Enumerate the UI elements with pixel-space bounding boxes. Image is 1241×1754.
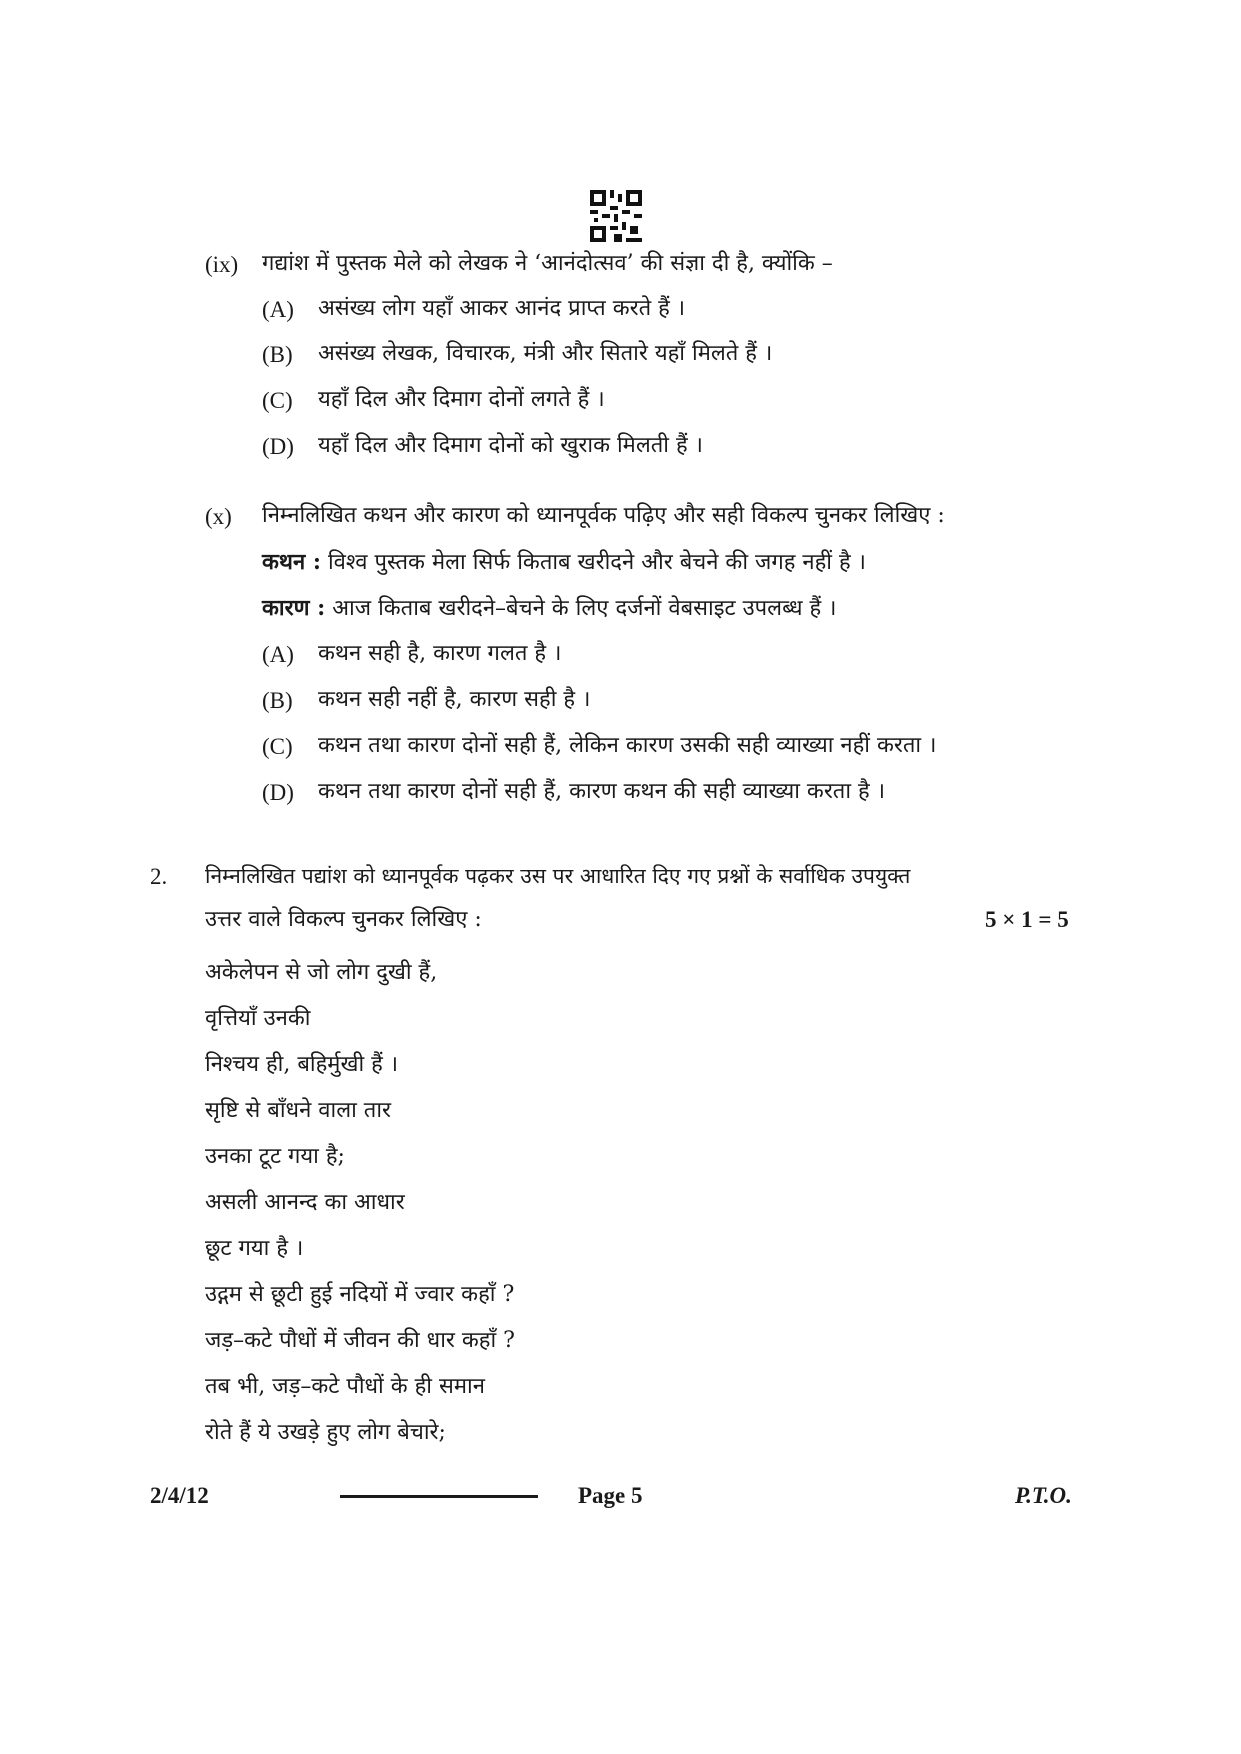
- question-stem-line-1: निम्नलिखित पद्यांश को ध्यानपूर्वक पढ़कर उस पर आधारित दिए गए प्रश्नों के सर्वाधिक उपयुक्त: [205, 864, 911, 888]
- poem-line: असली आनन्द का आधार: [205, 1190, 405, 1215]
- option-label: (A): [262, 297, 294, 322]
- option-label: (B): [262, 342, 293, 367]
- marks-label: 5 × 1 = 5: [985, 907, 1069, 932]
- option-label: (D): [262, 434, 294, 459]
- poem-line: तब भी, जड़–कटे पौधों के ही समान: [205, 1374, 485, 1399]
- poem-line: वृत्तियाँ उनकी: [205, 1006, 311, 1031]
- qr-code-icon: [590, 190, 642, 242]
- question-number: (x): [205, 504, 232, 529]
- poem-line: उनका टूट गया है;: [205, 1144, 345, 1169]
- option-text: असंख्य लेखक, विचारक, मंत्री और सितारे यहाँ मिलते हैं ।: [318, 341, 773, 366]
- reason-text: आज किताब खरीदने–बेचने के लिए दर्जनों वेबसाइट उपलब्ध हैं ।: [332, 596, 837, 621]
- assertion-line: [262, 547, 866, 578]
- question-stem: गद्यांश में पुस्तक मेले को लेखक ने ‘आनंदोत्सव’ की संज्ञा दी है, क्योंकि –: [262, 251, 833, 276]
- option-text: कथन सही नहीं है, कारण सही है ।: [318, 687, 591, 712]
- option-text: कथन तथा कारण दोनों सही हैं, लेकिन कारण उसकी सही व्याख्या नहीं करता ।: [318, 733, 937, 758]
- poem-line: उद्गम से छूटी हुई नदियों में ज्वार कहाँ ?: [205, 1282, 515, 1307]
- paper-code: 2/4/12: [150, 1483, 209, 1508]
- option-text: असंख्य लोग यहाँ आकर आनंद प्राप्त करते हैं ।: [318, 296, 686, 321]
- footer-rule: [340, 1495, 538, 1498]
- reason-line: [262, 593, 837, 624]
- option-text: यहाँ दिल और दिमाग दोनों लगते हैं ।: [318, 387, 605, 412]
- option-text: कथन सही है, कारण गलत है ।: [318, 641, 562, 666]
- option-label: (D): [262, 780, 294, 805]
- pto-label: P.T.O.: [1015, 1483, 1072, 1508]
- option-label: (B): [262, 688, 293, 713]
- assertion-text: विश्व पुस्तक मेला सिर्फ किताब खरीदने और बेचने की जगह नहीं है ।: [327, 550, 866, 575]
- poem-line: रोते हैं ये उखड़े हुए लोग बेचारे;: [205, 1420, 446, 1445]
- poem-line: जड़–कटे पौधों में जीवन की धार कहाँ ?: [205, 1328, 515, 1353]
- option-label: (C): [262, 734, 293, 759]
- question-number: 2.: [150, 864, 168, 889]
- question-stem: निम्नलिखित कथन और कारण को ध्यानपूर्वक पढ़िए और सही विकल्प चुनकर लिखिए :: [262, 503, 945, 528]
- poem-line: सृष्टि से बाँधने वाला तार: [205, 1098, 392, 1123]
- poem-line: निश्चय ही, बहिर्मुखी हैं ।: [205, 1052, 399, 1077]
- question-number: (ix): [205, 252, 239, 277]
- poem-line: छूट गया है ।: [205, 1236, 304, 1261]
- reason-label: कारण :: [262, 595, 326, 621]
- poem-line: अकेलेपन से जो लोग दुखी हैं,: [205, 960, 438, 985]
- option-text: कथन तथा कारण दोनों सही हैं, कारण कथन की सही व्याख्या करता है ।: [318, 779, 886, 804]
- question-stem-line-2: उत्तर वाले विकल्प चुनकर लिखिए :: [205, 907, 482, 932]
- option-label: (C): [262, 388, 293, 413]
- option-text: यहाँ दिल और दिमाग दोनों को खुराक मिलती हैं ।: [318, 433, 703, 458]
- option-label: (A): [262, 642, 294, 667]
- page-number: Page 5: [578, 1483, 643, 1508]
- assertion-label: कथन :: [262, 549, 321, 575]
